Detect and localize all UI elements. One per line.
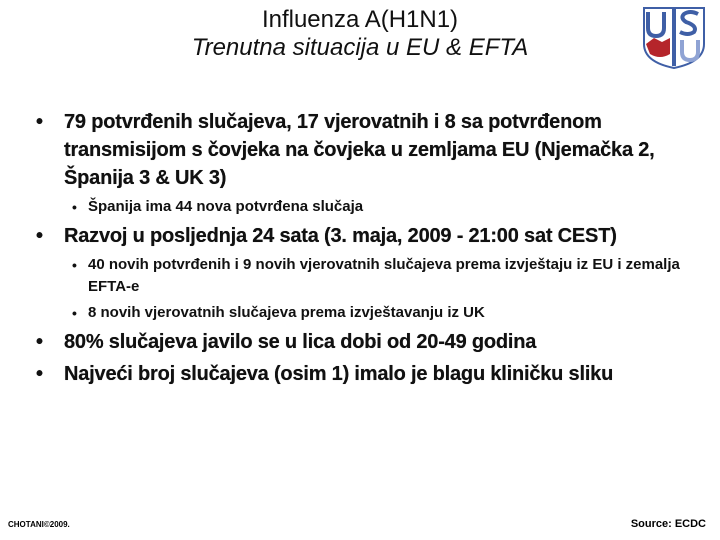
- sub-bullet-marker: •: [72, 199, 77, 215]
- sub-bullet-text: 40 novih potvrđenih i 9 novih vjerovatnih slučajeva prema izvještaju iz EU i zemalja EFTA-e: [88, 256, 680, 295]
- bullet-item: [36, 222, 706, 250]
- slide-subtitle: Trenutna situacija u EU & EFTA: [191, 34, 529, 61]
- bullet-text: 80% slučajeva javilo se u lica dobi od 20-49 godina: [64, 331, 537, 353]
- sub-bullet-item: [36, 302, 706, 324]
- bullet-marker: •: [36, 111, 43, 133]
- sub-bullet-marker: •: [72, 305, 77, 321]
- slide-title: Influenza A(H1N1): [261, 6, 459, 33]
- source-footer: Source: ECDC: [630, 518, 706, 530]
- university-logo: [640, 4, 708, 70]
- bullet-text: 79 potvrđenih slučajeva, 17 vjerovatnih i 8 sa potvrđenom transmisijom s čovjeka na čovjeka u zemljama EU (Njemačka 2, Španija 3 & UK 3): [64, 111, 655, 189]
- sub-bullet-marker: •: [72, 257, 77, 273]
- logo-divider: [672, 8, 676, 66]
- bullet-marker: •: [36, 225, 43, 247]
- bullet-item: [36, 360, 706, 388]
- copyright-footer: CHOTANI©2009.: [8, 520, 70, 529]
- bullet-text: Najveći broj slučajeva (osim 1) imalo je blagu kliničku sliku: [64, 363, 614, 385]
- bullet-marker: •: [36, 331, 43, 353]
- bullet-list: [36, 108, 706, 392]
- sub-bullet-text: 8 novih vjerovatnih slučajeva prema izvještavanju iz UK: [88, 304, 485, 321]
- sub-bullet-text: Španija ima 44 nova potvrđena slučaja: [88, 198, 364, 215]
- sub-bullet-item: [36, 196, 706, 218]
- bullet-text: Razvoj u posljednja 24 sata (3. maja, 2009 - 21:00 sat CEST): [64, 225, 617, 247]
- bullet-item: [36, 328, 706, 356]
- bullet-marker: •: [36, 363, 43, 385]
- bullet-item: [36, 108, 706, 192]
- sub-bullet-item: [36, 254, 706, 298]
- slide-title-block: [0, 6, 720, 62]
